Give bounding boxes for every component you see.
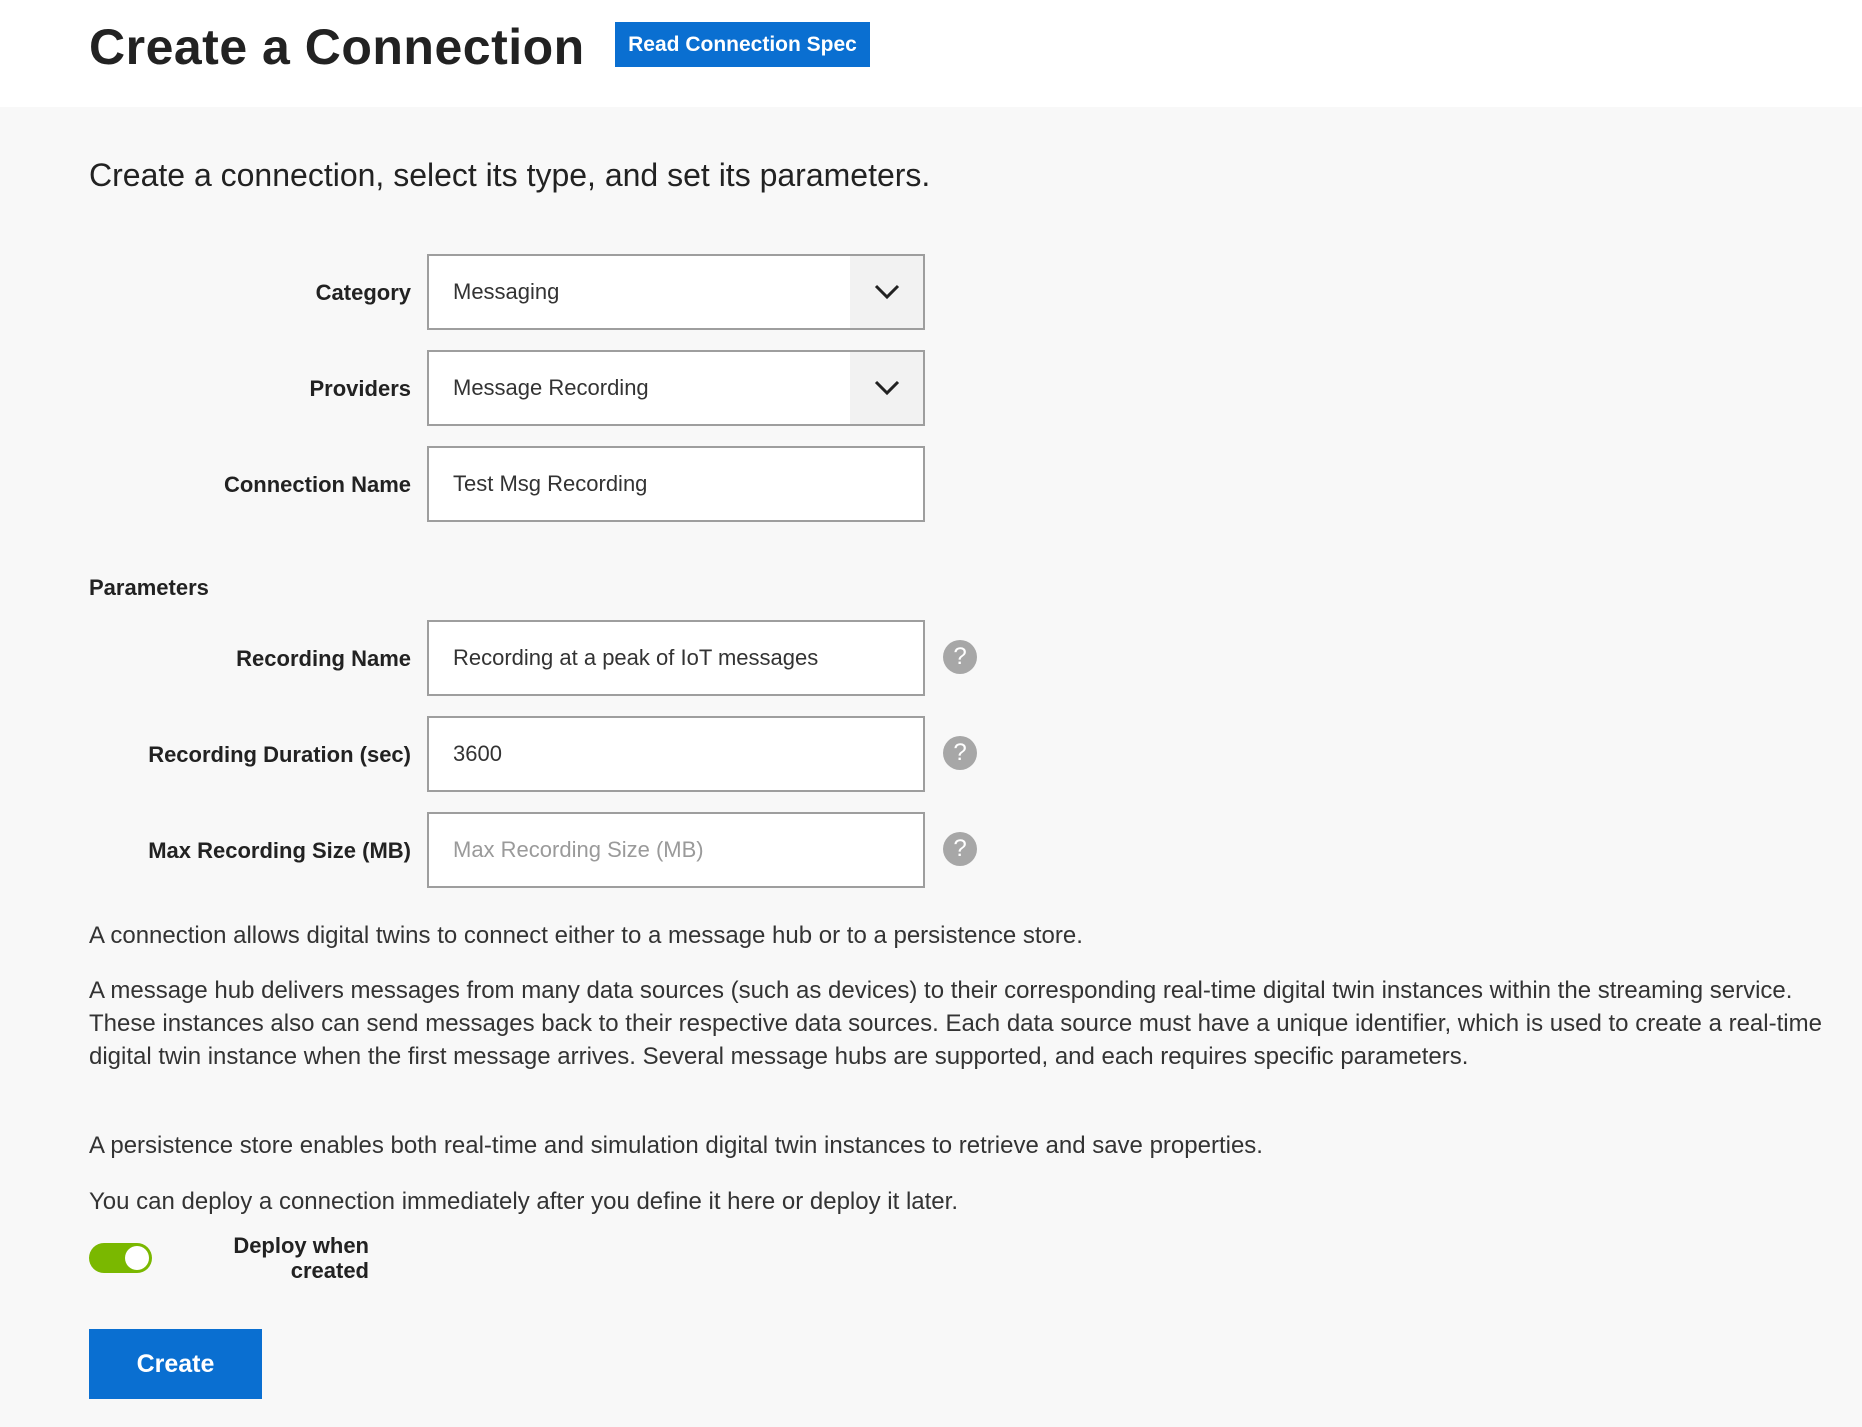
providers-selected-value: Message Recording <box>453 375 649 400</box>
connection-name-row <box>0 446 1862 524</box>
help-icon[interactable]: ? <box>943 640 977 674</box>
help-icon[interactable]: ? <box>943 832 977 866</box>
recording-name-label: Recording Name <box>236 646 411 671</box>
category-selected-value: Messaging <box>453 279 560 304</box>
page-title: Create a Connection <box>89 19 585 75</box>
create-button[interactable]: Create <box>89 1329 262 1399</box>
description-paragraph: A message hub delivers messages from many data sources (such as devices) to their corresponding real-time digital twin instances within the streaming service. These instances also can send messages back to their respective data sources. Each data source must have a unique identifier, which is used to create a real-time digital twin instance when the first message arrives. Several message hubs are supported, and each requires specific parameters. <box>89 977 1822 1070</box>
description-paragraph: A connection allows digital twins to connect either to a message hub or to a persistence store. <box>89 922 1083 949</box>
page-subtitle: Create a connection, select its type, and set its parameters. <box>89 157 931 193</box>
category-select[interactable] <box>427 254 925 330</box>
recording-name-field-box <box>427 620 925 696</box>
read-connection-spec-button[interactable]: Read Connection Spec <box>615 22 870 67</box>
connection-name-input[interactable] <box>429 448 923 520</box>
providers-label: Providers <box>309 376 411 401</box>
description-paragraph: A persistence store enables both real-time and simulation digital twin instances to retrieve and save properties. <box>89 1132 1263 1159</box>
max-recording-size-field-box <box>427 812 925 888</box>
help-icon[interactable]: ? <box>943 736 977 770</box>
deploy-when-created-toggle[interactable] <box>89 1243 152 1273</box>
max-recording-size-input[interactable] <box>429 814 923 886</box>
description-paragraph: You can deploy a connection immediately after you define it here or deploy it later. <box>89 1188 958 1215</box>
chevron-down-icon[interactable] <box>850 256 923 328</box>
main-content <box>0 107 1862 1427</box>
max-recording-size-label: Max Recording Size (MB) <box>148 838 411 863</box>
recording-duration-row <box>0 716 1862 794</box>
chevron-down-icon[interactable] <box>850 352 923 424</box>
connection-name-field-box <box>427 446 925 522</box>
toggle-knob <box>125 1246 149 1270</box>
providers-row <box>0 350 1862 428</box>
connection-name-label: Connection Name <box>223 472 411 497</box>
parameters-section-label: Parameters <box>89 575 209 600</box>
max-recording-size-row <box>0 812 1862 890</box>
recording-duration-label: Recording Duration (sec) <box>148 742 411 767</box>
page-header <box>0 0 1862 107</box>
category-label: Category <box>315 280 411 305</box>
recording-name-input[interactable] <box>429 622 923 694</box>
recording-name-row <box>0 620 1862 698</box>
recording-duration-input[interactable] <box>429 718 923 790</box>
deploy-when-created-label: Deploy when created <box>233 1233 369 1283</box>
category-row <box>0 254 1862 332</box>
providers-select[interactable] <box>427 350 925 426</box>
recording-duration-field-box <box>427 716 925 792</box>
